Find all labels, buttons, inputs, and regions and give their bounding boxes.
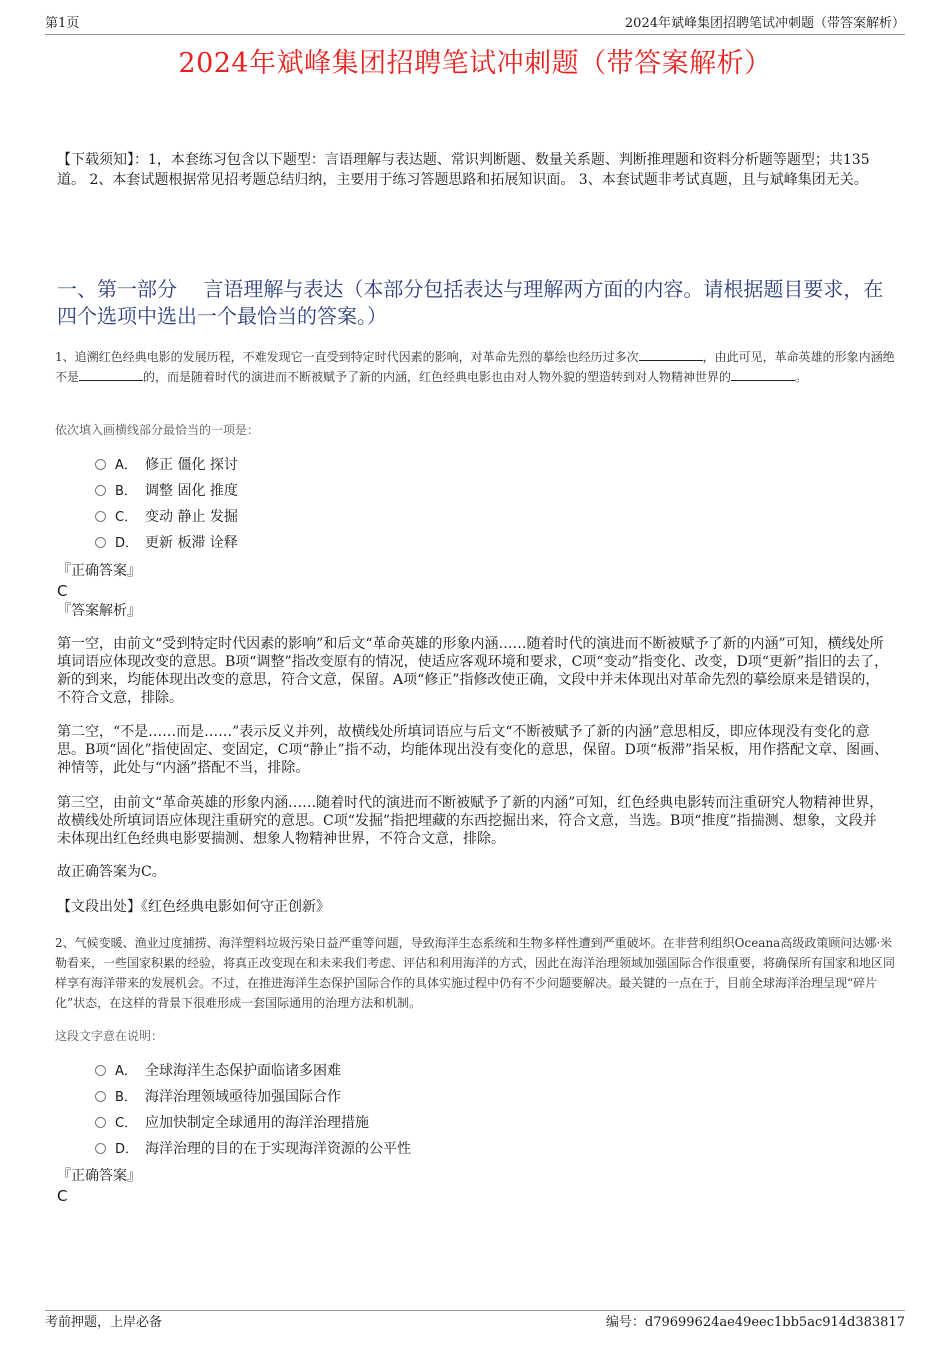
radio-icon[interactable] <box>95 1117 106 1128</box>
source-citation: 【文段出处】《红色经典电影如何守正创新》 <box>57 899 330 915</box>
option-a[interactable]: A． 修正 僵化 探讨 <box>95 452 238 478</box>
radio-icon[interactable] <box>95 1091 106 1102</box>
question-1-options <box>95 452 238 556</box>
analysis-label: 『答案解析』 <box>57 603 141 619</box>
fill-blank <box>79 368 143 381</box>
analysis-paragraph: 第二空，“不是……而是……”表示反义并列，故横线处所填词语应与后文“不断被赋予了新的内涵”意思相反，即应体现没有变化的意思。B项“固化”指使固定、变固定，C项“静止”指不动，均能体现出没有变化的意思，保留。D项“板滞”指呆板，用作搭配文章、图画、神情等，此处与“内涵”搭配不当，排除。 <box>57 724 889 776</box>
fill-blank <box>731 368 795 381</box>
page-number: 第1页 <box>45 16 80 31</box>
radio-icon[interactable] <box>95 459 106 470</box>
option-d[interactable]: D． 更新 板滞 诠释 <box>95 530 238 556</box>
question-2-prompt: 这段文字意在说明： <box>55 1029 164 1043</box>
answer-value: C <box>57 1187 68 1205</box>
question-1-prompt: 依次填入画横线部分最恰当的一项是： <box>55 423 260 437</box>
option-b[interactable]: B． 调整 固化 推度 <box>95 478 238 504</box>
page-header <box>45 14 905 35</box>
analysis-paragraph: 第三空，由前文“革命英雄的形象内涵……随着时代的演进而不断被赋予了新的内涵”可知，红色经典电影转而注重研究人物精神世界，故横线处所填词语应体现注重研究的意思。C项“发掘”指把埋藏的东西挖掘出来，符合文意，当选。B项“推度”指揣测、想象，文段并未体现出红色经典电影要揣测、想象人物精神世界，不符合文意，排除。 <box>57 795 884 847</box>
option-a[interactable]: A． 全球海洋生态保护面临诸多困难 <box>95 1058 411 1084</box>
radio-icon[interactable] <box>95 511 106 522</box>
download-notice: 【下载须知】：1，本套练习包含以下题型：言语理解与表达题、常识判断题、数量关系题、判断推理题和资料分析题等题型；共135道。 2、本套试题根据常见招考题总结归纳，主要用于练习答题思路和拓展知识面。 3、本套试题非考试真题，且与斌峰集团无关。 <box>57 152 870 188</box>
page-title: 2024年斌峰集团招聘笔试冲刺题（带答案解析） <box>178 48 772 79</box>
radio-icon[interactable] <box>95 1143 106 1154</box>
question-2-stem: 2、气候变暖、渔业过度捕捞、海洋塑料垃圾污染日益严重等问题，导致海洋生态系统和生物多样性遭到严重破坏。在非营利组织Oceana高级政策顾问达娜·米勒看来，一些国家积累的经验，将真正改变现在和未来我们考虑、评估和利用海洋的方式，因此在海洋治理领域加强国际合作很重要，将确保所有国家和地区同样享有海洋带来的发展机会。不过，在推进海洋生态保护国际合作的具体实施过程中仍有不少问题要解决。最关键的一点在于，目前全球海洋治理呈现“碎片化”状态，在这样的背景下很难形成一套国际通用的治理方法和机制。 <box>55 936 896 1010</box>
question-1-stem: 1、追溯红色经典电影的发展历程，不难发现它一直受到特定时代因素的影响，对革命先烈的摹绘也经历过多次 ，由此可见，革命英雄的形象内涵绝不是 的，而是随着时代的演进而不断被赋予了新的内涵，红色经典电影也由对人物外貌的塑造转到对人物精神世界的 。 <box>55 350 895 384</box>
answer-value: C <box>57 582 68 600</box>
radio-icon[interactable] <box>95 485 106 496</box>
fill-blank <box>639 348 703 361</box>
option-c[interactable]: C． 变动 静止 发掘 <box>95 504 238 530</box>
radio-icon[interactable] <box>95 1065 106 1076</box>
option-c[interactable]: C． 应加快制定全球通用的海洋治理措施 <box>95 1110 411 1136</box>
analysis-conclusion: 故正确答案为C。 <box>57 864 166 880</box>
footer-slogan: 考前押题，上岸必备 <box>45 1315 163 1330</box>
footer-doc-id: 编号：d79699624ae49eec1bb5ac914d383817 <box>605 1315 905 1330</box>
option-b[interactable]: B． 海洋治理领域亟待加强国际合作 <box>95 1084 411 1110</box>
answer-label: 『正确答案』 <box>57 563 141 579</box>
radio-icon[interactable] <box>95 537 106 548</box>
header-doc-title: 2024年斌峰集团招聘笔试冲刺题（带答案解析） <box>624 16 905 31</box>
answer-label: 『正确答案』 <box>57 1168 141 1184</box>
page-footer <box>45 1310 905 1330</box>
option-d[interactable]: D． 海洋治理的目的在于实现海洋资源的公平性 <box>95 1136 411 1162</box>
analysis-paragraph: 第一空，由前文“受到特定时代因素的影响”和后文“革命英雄的形象内涵……随着时代的演进而不断被赋予了新的内涵”可知，横线处所填词语应体现改变的意思。B项“调整”指改变原有的情况，使适应客观环境和要求，C项“变动”指变化、改变，D项“更新”指旧的去了，新的到来，均能体现出改变的意思，符合文意，保留。A项“修正”指修改使正确，文段中并未体现出对革命先烈的摹绘原来是错误的，不符合文意，排除。 <box>57 636 889 706</box>
question-2-options <box>95 1058 411 1162</box>
section-heading: 一、第一部分 言语理解与表达（本部分包括表达与理解两方面的内容。请根据题目要求，在四个选项中选出一个最恰当的答案。） <box>57 277 884 328</box>
